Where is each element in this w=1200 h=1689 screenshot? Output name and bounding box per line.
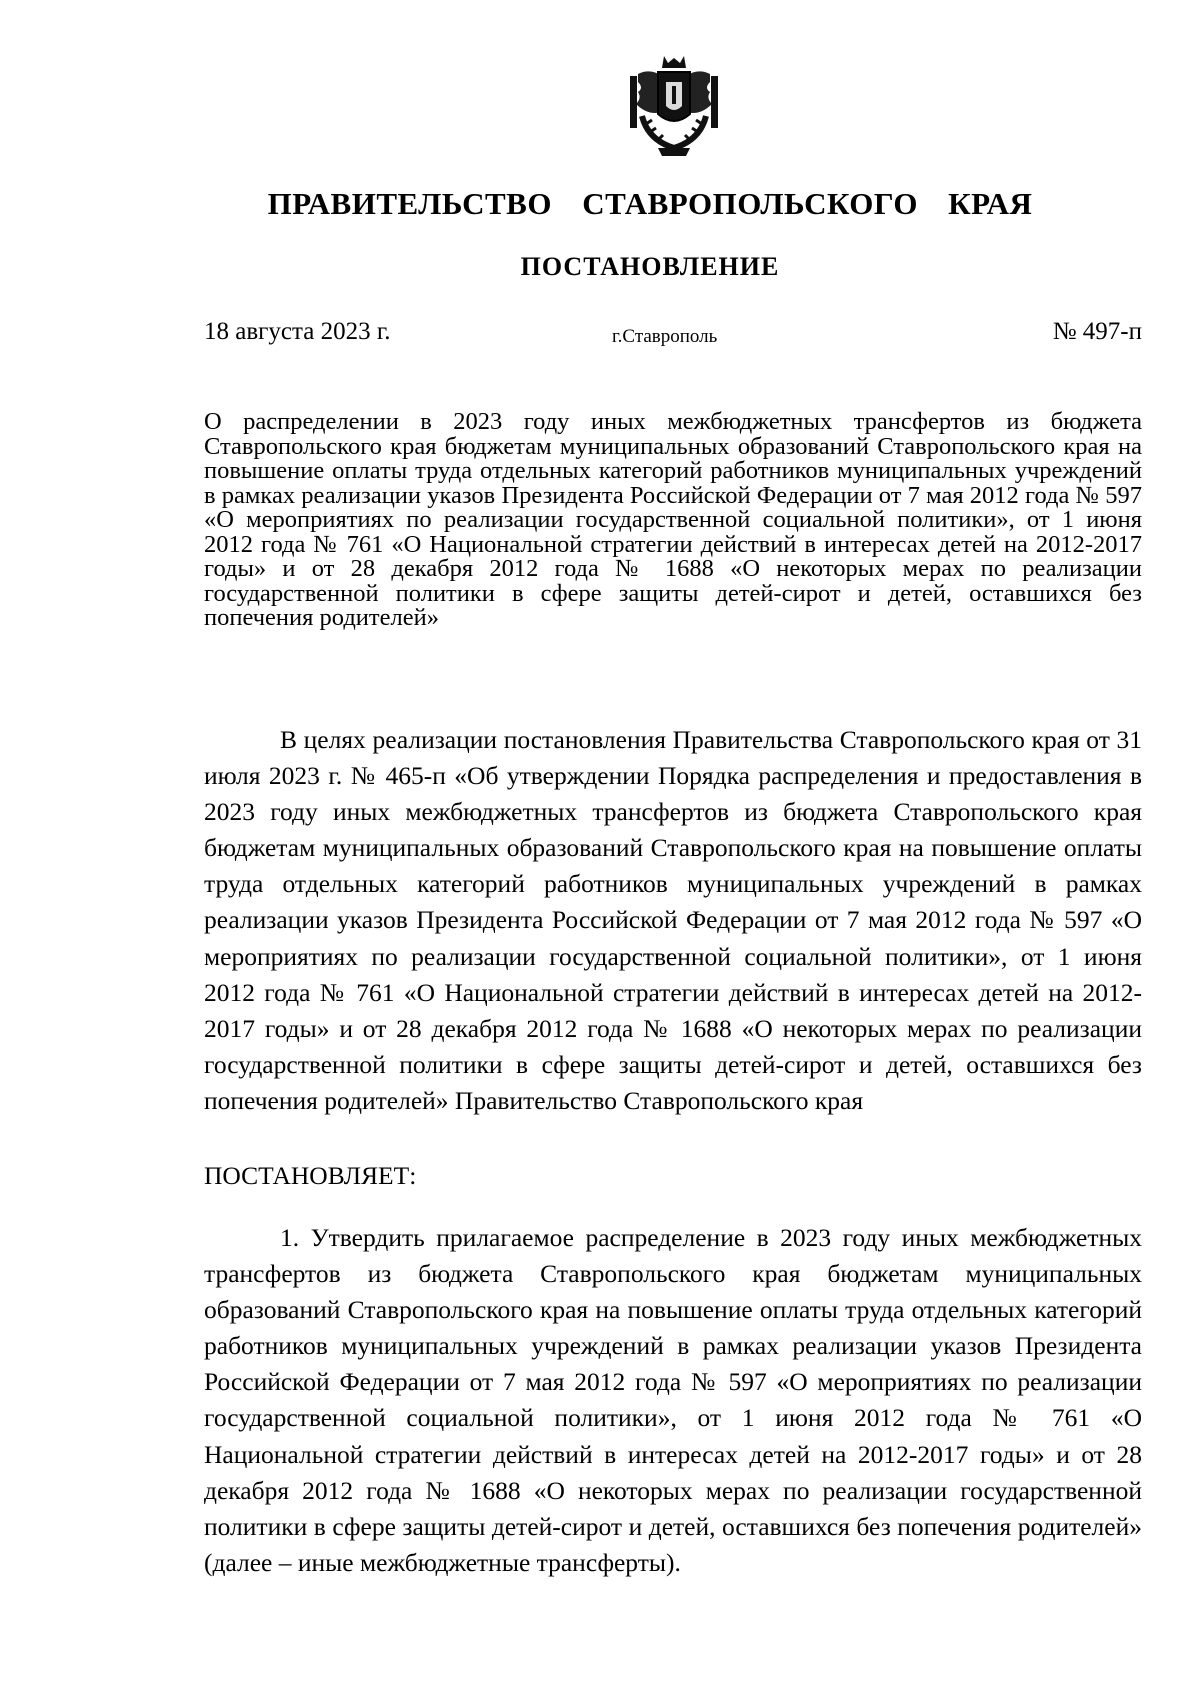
item-1-paragraph: 1. Утвердить прилагаемое распределение в 2023 году иных межбюджетных трансфертов из бюджета Ставропольского края бюджетам муниципальных образований Ставропольского края на повышение оплаты труда отдельных категорий работников муниципальных учреждений в рамках реализации указов Президента Российской Федерации от 7 мая 2012 года № 597 «О мероприятиях по реализации государственной социальной политики», от 1 июня 2012 года № 761 «О Национальной стратегии действий в интересах детей на 2012-2017 годы» и от 28 декабря 2012 года № 1688 «О некоторых мерах по реализации государственной политики в сфере защиты детей-сирот и детей, оставшихся без попечения родителей» (далее – иные межбюджетные трансферты). bbox=[204, 1223, 1142, 1577]
decree-word: ПОСТАНОВЛЯЕТ: bbox=[204, 1161, 417, 1190]
coat-of-arms-icon bbox=[628, 54, 720, 156]
document-number: № 497-п bbox=[1052, 318, 1142, 345]
document-subject: О распределении в 2023 году иных межбюджетных трансфертов из бюджета Ставропольского края бюджетам муниципальных образований Ставропольского края на повышение оплаты труда отдельных категорий работников муниципальных учреждений в рамках реализации указов Президента Российской Федерации от 7 мая 2012 года № 597 «О мероприятиях по реализации государственной социальной политики», от 1 июня 2012 года № 761 «О Национальной стратегии действий в интересах детей на 2012-2017 годы» и от 28 декабря 2012 года № 1688 «О некоторых мерах по реализации государственной политики в сфере защиты детей-сирот и детей, оставшихся без попечения родителей» bbox=[204, 408, 1142, 631]
preamble-paragraph: В целях реализации постановления Правительства Ставропольского края от 31 июля 2023 г. № 465-п «Об утверждении Порядка распределения и предоставления в 2023 году иных межбюджетных трансфертов из бюджета Ставропольского края бюджетам муниципальных образований Ставропольского края на повышение оплаты труда отдельных категорий работников муниципальных учреждений в рамках реализации указов Президента Российской Федерации от 7 мая 2012 года № 597 «О мероприятиях по реализации государственной социальной политики», от 1 июня 2012 года № 761 «О Национальной стратегии действий в интересах детей на 2012-2017 годы» и от 28 декабря 2012 года № 1688 «О некоторых мерах по реализации государственной политики в сфере защиты детей-сирот и детей, оставшихся без попечения родителей» Правительство Ставропольского края bbox=[204, 725, 1142, 1115]
document-date: 18 августа 2023 г. bbox=[204, 318, 391, 345]
organization-title: ПРАВИТЕЛЬСТВО СТАВРОПОЛЬСКОГО КРАЯ bbox=[267, 186, 1033, 221]
document-city: г.Ставрополь bbox=[612, 326, 718, 347]
document-type: ПОСТАНОВЛЕНИЕ bbox=[520, 252, 780, 281]
